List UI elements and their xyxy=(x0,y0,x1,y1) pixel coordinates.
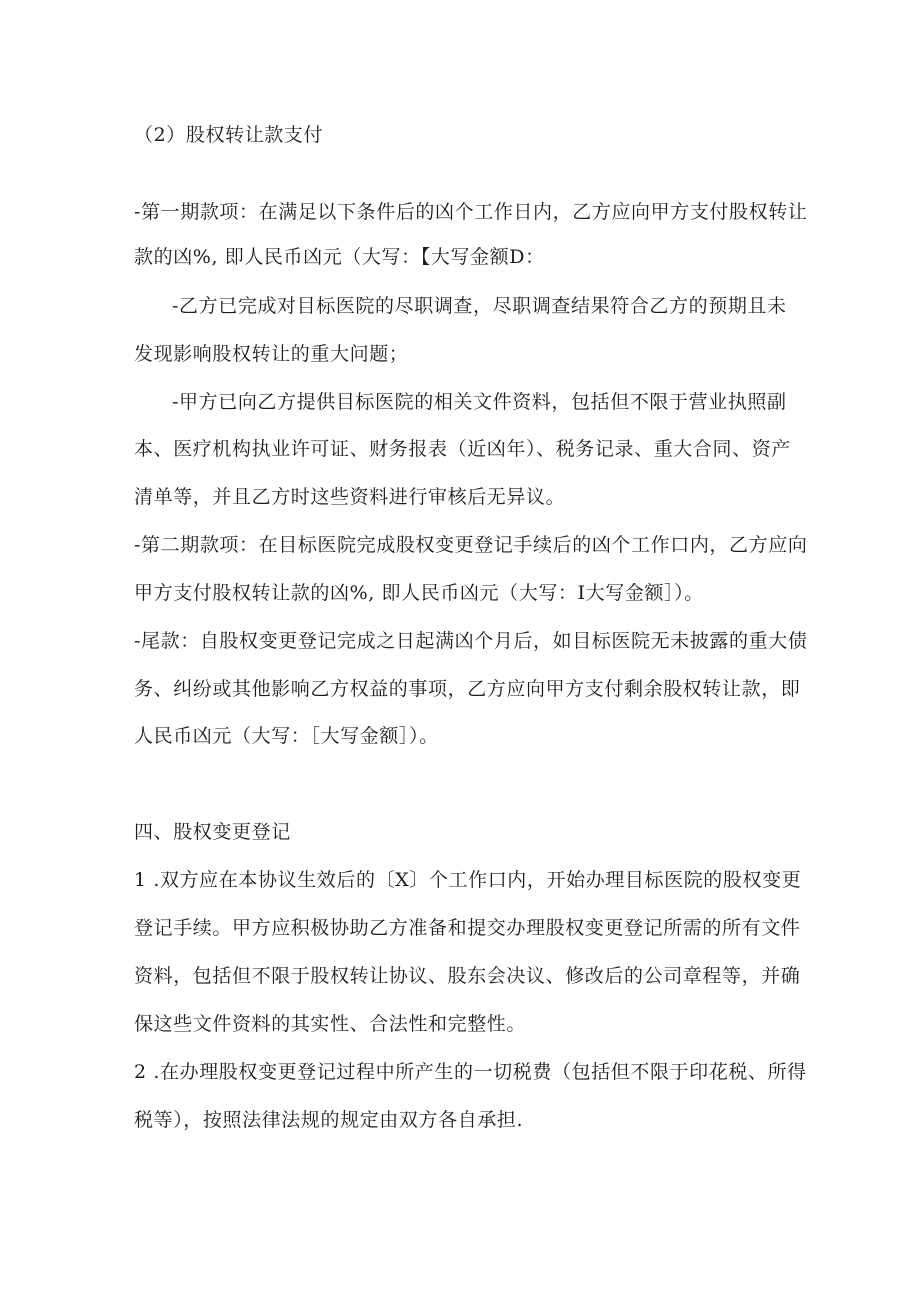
final-payment-line-2: 务、纠纷或其他影响乙方权益的事项，乙方应向甲方支付剩余股权转让款，即 xyxy=(134,678,801,700)
final-payment-line-3: 人民币凶元（大写：［大写金额］）。 xyxy=(134,725,439,747)
first-installment-line-2: 款的凶%, 即人民币凶元（大写：【大写金额D： xyxy=(134,246,545,268)
registration-item-1-line-3: 资料，包括但不限于股权转让协议、股东会决议、修改后的公司章程等，并确 xyxy=(134,965,801,987)
condition-1-line-2: 发现影响股权转让的重大问题； xyxy=(134,343,409,365)
second-installment-line-1: -第二期款项：在目标医院完成股权变更登记手续后的凶个工作口内，乙方应向 xyxy=(134,534,808,556)
payment-heading: （2）股权转让款支付 xyxy=(134,124,324,146)
registration-item-2-line-2: 税等），按照法律法规的规定由双方各自承担. xyxy=(134,1109,524,1131)
condition-2-line-1: -甲方已向乙方提供目标医院的相关文件资料，包括但不限于营业执照副 xyxy=(172,391,787,413)
second-installment-line-2: 甲方支付股权转让款的凶%, 即人民币凶元（大写：I大写金额］）。 xyxy=(134,582,704,604)
final-payment-line-1: -尾款：自股权变更登记完成之日起满凶个月后，如目标医院无未披露的重大债 xyxy=(134,630,808,652)
condition-1-line-1: -乙方已完成对目标医院的尽职调查，尽职调查结果符合乙方的预期且未 xyxy=(172,295,787,317)
registration-heading: 四、股权变更登记 xyxy=(134,821,291,843)
registration-item-1-line-1: 1 .双方应在本协议生效后的〔X〕个工作口内，开始办理目标医院的股权变更 xyxy=(134,869,802,891)
condition-2-line-3: 清单等，并且乙方时这些资料进行审核后无异议。 xyxy=(134,486,566,508)
first-installment-line-1: -第一期款项：在满足以下条件后的凶个工作日内，乙方应向甲方支付股权转让 xyxy=(134,201,808,223)
registration-item-1-line-2: 登记手续。甲方应积极协助乙方准备和提交办理股权变更登记所需的所有文件 xyxy=(134,917,801,939)
registration-item-1-line-4: 保这些文件资料的其实性、合法性和完整性。 xyxy=(134,1013,527,1035)
registration-item-2-line-1: 2 .在办理股权变更登记过程中所产生的一切税费（包括但不限于印花税、所得 xyxy=(134,1061,807,1083)
condition-2-line-2: 本、医疗机构执业许可证、财务报表（近凶年）、税务记录、重大合同、资产 xyxy=(134,438,791,460)
